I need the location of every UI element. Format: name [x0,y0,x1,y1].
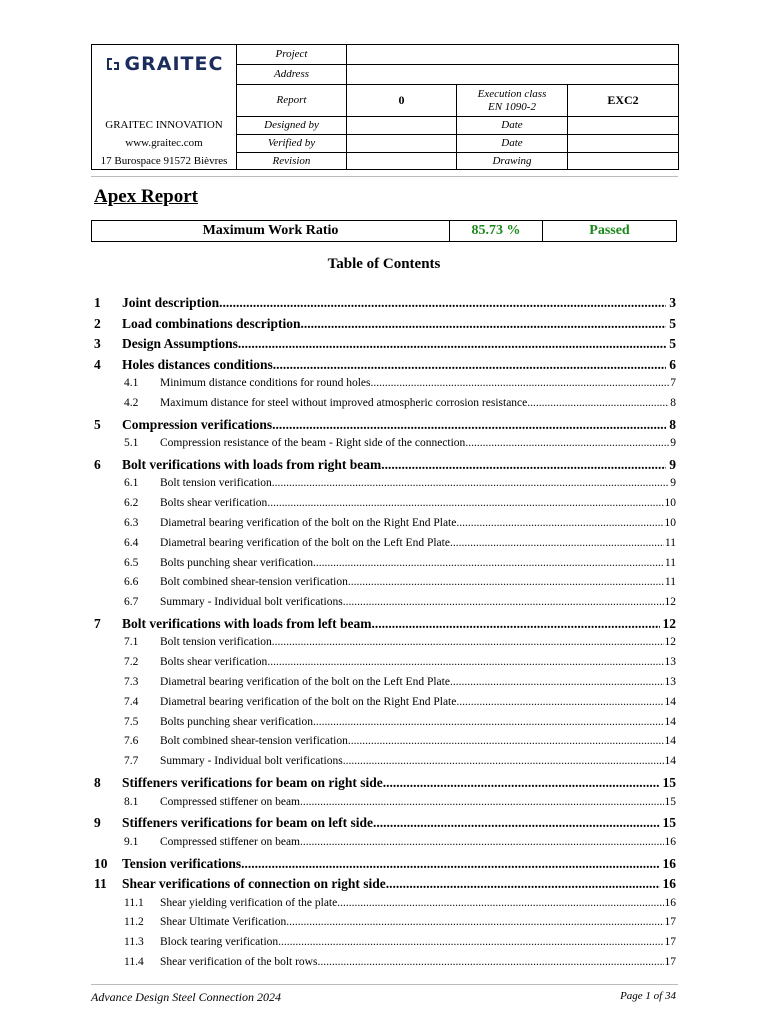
report-header [91,44,678,169]
toc-subsection[interactable] [94,897,676,917]
toc-number: 2 [94,315,101,331]
toc-label: Bolt verifications with loads from left beam [122,615,372,631]
toc-label: Block tearing verification [160,936,279,949]
toc-leader [450,537,664,549]
toc-page: 13 [664,656,676,669]
execution-class-label [457,85,568,117]
toc-number: 8.1 [124,795,139,808]
address-value [347,65,679,85]
toc-leader [371,616,659,632]
toc-page: 5 [669,336,676,351]
toc-leader [272,417,666,433]
toc-leader [450,676,664,688]
toc-leader [300,836,664,848]
toc-subsection[interactable] [94,557,676,577]
toc-page: 5 [669,315,676,331]
page-footer [91,990,676,1005]
toc-number: 4.1 [124,377,139,389]
toc-number: 7 [94,615,101,631]
toc-label: Design Assumptions [122,336,238,351]
toc-leader [272,477,669,489]
toc-number: 8 [94,775,101,791]
toc-number: 11.1 [124,896,144,909]
toc-page: 12 [662,615,676,631]
toc-leader [343,596,664,608]
toc-section[interactable] [94,856,676,877]
toc-leader [219,295,666,311]
toc-page: 11 [664,536,676,549]
report-title: Apex Report [94,186,198,207]
toc-subsection[interactable] [94,696,676,716]
drawing-label: Drawing [457,153,568,170]
graitec-logo [92,53,236,75]
toc-page: 7 [670,377,676,389]
toc-number: 3 [94,336,101,351]
toc-leader [301,316,667,332]
report-value: 0 [347,85,457,117]
toc-subsection[interactable] [94,716,676,736]
toc-page: 9 [669,456,676,472]
drawing-value [568,153,679,170]
toc-label: Bolt verifications with loads from right beam [122,456,382,472]
toc-label: Tension verifications [122,855,242,871]
toc-page: 3 [669,295,676,310]
toc-subsection[interactable] [94,397,676,417]
toc-section[interactable] [94,417,676,438]
verified-by-label: Verified by [237,135,347,153]
toc-label: Compressed stiffener on beam [160,795,300,808]
toc-page: 14 [664,735,676,748]
toc-label: Bolts punching shear verification [160,715,313,728]
logo-cell [92,45,237,117]
toc-section[interactable] [94,316,676,337]
toc-leader [313,557,664,569]
toc-number: 11.3 [124,936,144,949]
toc-label: Stiffeners verifications for beam on right side [122,775,383,791]
toc-label: Bolts shear verification [160,497,268,510]
designed-by-label: Designed by [237,117,347,135]
company-web: www.graitec.com [92,135,237,153]
toc-page: 16 [664,896,676,909]
toc-leader [238,336,666,352]
toc-page: 9 [670,437,676,450]
toc-subsection[interactable] [94,936,676,956]
toc-leader [286,916,663,928]
toc-leader [343,755,664,767]
toc-section[interactable] [94,336,676,357]
revision-value [347,153,457,170]
toc-number: 7.4 [124,695,139,708]
toc-title: Table of Contents [327,256,441,272]
toc-number: 6 [94,456,101,472]
toc-subsection[interactable] [94,735,676,755]
toc-page: 16 [662,876,676,892]
logo-text: GRAITEC [124,52,224,75]
toc-label: Joint description [122,295,220,310]
verified-by-value [347,135,457,153]
work-ratio-status: Passed [543,221,677,242]
toc-page: 15 [662,775,676,791]
toc-label: Shear Ultimate Verification [160,916,287,929]
toc-label: Compression resistance of the beam - Right side of the connection [160,437,466,450]
toc-page: 17 [664,956,676,969]
toc-page: 14 [664,715,676,728]
toc-page: 16 [664,835,676,848]
toc-number: 7.5 [124,715,139,728]
toc-leader [267,497,663,509]
toc-label: Bolt combined shear-tension verification [160,576,348,589]
toc-leader [348,735,664,747]
toc-subsection[interactable] [94,755,676,775]
toc-page: 17 [664,936,676,949]
toc-label: Summary - Individual bolt verifications [160,755,343,768]
toc-number: 11.4 [124,956,144,969]
toc-number: 5.1 [124,437,139,450]
toc-page: 16 [662,855,676,871]
toc-number: 11.2 [124,916,144,929]
toc-label: Summary - Individual bolt verifications [160,596,343,609]
toc-subsection[interactable] [94,656,676,676]
toc-label: Diametral bearing verification of the bolt on the Right End Plate [160,695,457,708]
toc-label: Load combinations description [122,315,301,331]
toc-label: Shear verification of the bolt rows [160,956,318,969]
toc-label: Compressed stiffener on beam [160,835,300,848]
toc-page: 12 [664,636,676,649]
toc-number: 6.1 [124,477,139,490]
toc-page: 10 [664,497,676,510]
toc-section[interactable] [94,295,676,316]
toc-label: Stiffeners verifications for beam on left side [122,815,373,831]
toc-leader [267,656,663,668]
toc-page: 14 [664,695,676,708]
toc-page: 13 [664,676,676,689]
toc-section[interactable] [94,457,676,478]
toc-section[interactable] [94,815,676,836]
footer-page-number: Page 1 of 34 [620,990,676,1002]
toc-number: 6.2 [124,497,139,510]
toc-subsection[interactable] [94,636,676,656]
toc-page: 9 [670,477,676,490]
work-ratio-summary [91,220,676,242]
execution-class-value: EXC2 [568,85,679,117]
footer-product: Advance Design Steel Connection 2024 [91,990,281,1004]
toc-number: 9 [94,815,101,831]
toc-number: 6.6 [124,576,139,589]
toc-number: 9.1 [124,835,139,848]
toc-number: 5 [94,416,101,432]
toc-subsection[interactable] [94,437,676,457]
execution-class-title: Execution class [477,88,547,101]
report-label: Report [237,85,347,117]
toc-number: 7.2 [124,656,139,669]
toc-page: 14 [664,755,676,768]
toc-number: 6.7 [124,596,139,609]
toc-number: 4.2 [124,396,139,409]
toc-section[interactable] [94,876,676,897]
toc-leader [313,716,664,728]
toc-subsection[interactable] [94,477,676,497]
toc-number: 7.3 [124,676,139,689]
toc-leader [527,397,669,409]
toc-subsection[interactable] [94,916,676,936]
toc-label: Diametral bearing verification of the bolt on the Left End Plate [160,676,450,689]
project-label: Project [237,45,347,65]
toc-leader [465,437,669,449]
toc-number: 11 [94,876,107,892]
toc-section[interactable] [94,616,676,637]
toc-subsection[interactable] [94,596,676,616]
toc-leader [317,956,663,968]
verified-date-label: Date [457,135,568,153]
toc-leader [337,897,663,909]
work-ratio-value: 85.73 % [450,221,543,242]
execution-class-norm: EN 1090-2 [488,100,536,113]
toc-subsection[interactable] [94,576,676,596]
header-divider [91,176,678,177]
toc-subsection[interactable] [94,497,676,517]
designed-date-label: Date [457,117,568,135]
toc-section[interactable] [94,775,676,796]
toc-subsection[interactable] [94,377,676,397]
footer-divider [91,984,678,985]
designed-by-value [347,117,457,135]
toc-number: 7.1 [124,636,139,649]
toc-page: 8 [670,396,676,409]
toc-page: 11 [664,556,676,569]
toc-label: Minimum distance conditions for round holes [160,377,371,389]
address-label: Address [237,65,347,85]
toc-leader [272,636,664,648]
toc-label: Diametral bearing verification of the bolt on the Left End Plate [160,536,450,549]
project-value [347,45,679,65]
toc-label: Bolt tension verification [160,477,272,490]
toc-label: Bolt tension verification [160,636,272,649]
toc-leader [386,876,660,892]
toc-number: 7.6 [124,735,139,748]
toc-subsection[interactable] [94,517,676,537]
toc-leader [300,796,664,808]
toc-leader [241,856,659,872]
company-address: 17 Burospace 91572 Bièvres [92,153,237,170]
toc-leader [456,696,663,708]
toc-leader [383,775,660,791]
graitec-logo-icon [105,55,123,73]
toc-label: Shear verifications of connection on right side [122,876,386,892]
toc-label: Bolt combined shear-tension verification [160,735,348,748]
toc-page: 8 [669,416,676,432]
toc-number: 6.5 [124,556,139,569]
revision-label: Revision [237,153,347,170]
toc-label: Bolts punching shear verification [160,556,313,569]
toc-subsection[interactable] [94,796,676,816]
toc-label: Holes distances conditions [122,356,273,372]
toc-leader [371,377,670,389]
toc-number: 4 [94,356,101,372]
toc-page: 15 [664,795,676,808]
toc-label: Shear yielding verification of the plate [160,896,338,909]
toc-leader [348,576,664,588]
toc-page: 10 [664,516,676,529]
toc-section[interactable] [94,357,676,378]
toc-label: Maximum distance for steel without improved atmospheric corrosion resistance [160,396,528,409]
toc-leader [373,815,660,831]
toc-number: 6.4 [124,536,139,549]
toc-page: 15 [662,815,676,831]
work-ratio-label: Maximum Work Ratio [92,221,450,242]
toc-subsection[interactable] [94,676,676,696]
toc-leader [278,936,663,948]
toc-subsection[interactable] [94,836,676,856]
toc-page: 12 [664,596,676,609]
toc-leader [381,457,666,473]
toc-number: 1 [94,295,101,310]
toc-subsection[interactable] [94,956,676,976]
toc-page: 17 [664,916,676,929]
toc-leader [273,357,666,373]
toc-leader [456,517,663,529]
toc-number: 7.7 [124,755,139,768]
toc-label: Compression verifications [122,416,273,432]
toc-number: 10 [94,855,108,871]
table-of-contents [94,295,676,976]
toc-page: 11 [664,576,676,589]
designed-date-value [568,117,679,135]
company-name: GRAITEC INNOVATION [92,117,237,135]
toc-page: 6 [669,356,676,372]
toc-subsection[interactable] [94,537,676,557]
verified-date-value [568,135,679,153]
toc-label: Bolts shear verification [160,656,268,669]
toc-number: 6.3 [124,516,139,529]
toc-label: Diametral bearing verification of the bolt on the Right End Plate [160,516,457,529]
